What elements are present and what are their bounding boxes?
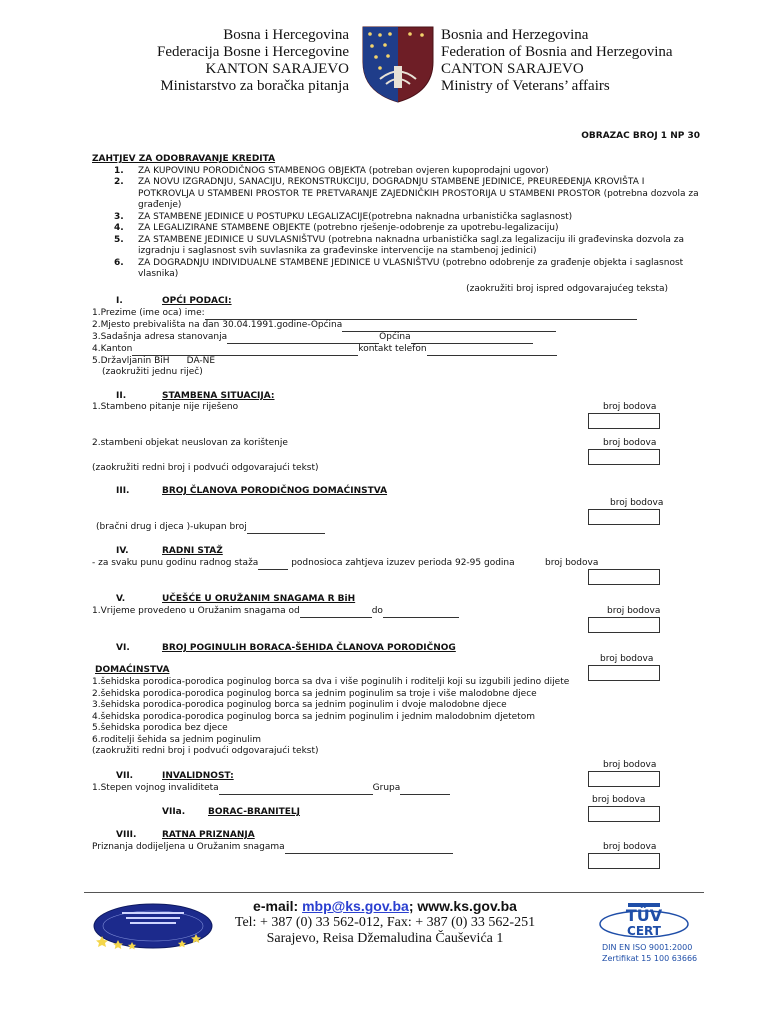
footer-email-link[interactable]: mbp@ks.gov.ba (302, 898, 409, 914)
section-4-title: RADNI STAŽ (162, 546, 223, 556)
housing-item-1[interactable]: 1.Stambeno pitanje nije riješeno (92, 402, 239, 412)
points-box[interactable] (588, 413, 660, 429)
purpose-num: 4. (114, 223, 124, 233)
points-label: broj bodova (603, 438, 657, 448)
group-label: Grupa (372, 783, 401, 793)
request-section (92, 154, 700, 281)
section-8-num: VIII. (116, 830, 137, 840)
section-7-num: VII. (116, 771, 134, 781)
header-left-line-3: KANTON SARAJEVO (205, 61, 349, 77)
region-award-logo-icon (92, 902, 214, 950)
tuv-cert-logo-icon (598, 902, 690, 938)
points-box[interactable] (588, 665, 660, 681)
work-years-field (92, 558, 515, 570)
field-residence-label: 2.Mjesto prebivališta na dan 30.04.1991.godine-Općina (92, 320, 343, 330)
purpose-item (92, 223, 700, 235)
fallen-list (92, 677, 592, 758)
purpose-text: ZA DOGRADNJU INDIVIDUALNE STAMBENE JEDINICE U VLASNIŠTVU (potrebno odobrenje za građenje objekta i saglasnost vlasnika) (138, 257, 684, 279)
footer-divider (84, 892, 704, 893)
honors-input[interactable] (285, 853, 453, 854)
fallen-item[interactable]: 5.šehidska porodica bez djece (92, 723, 228, 733)
footer-web[interactable]: ; www.ks.gov.ba (408, 898, 517, 914)
purpose-note: (zaokružiti broj ispred odgovarajućeg teksta) (466, 284, 668, 294)
points-box[interactable] (588, 771, 660, 787)
family-members-input[interactable] (247, 533, 325, 534)
points-box[interactable] (588, 509, 660, 525)
section-2-title: STAMBENA SITUACIJA: (162, 391, 275, 401)
disability-label: 1.Stepen vojnog invaliditeta (92, 783, 219, 793)
purpose-num: 5. (114, 234, 124, 245)
points-label: broj bodova (603, 402, 657, 412)
disability-field (92, 783, 450, 795)
purpose-text: ZA NOVU IZGRADNJU, SANACIJU, REKONSTRUKCIJU, DOGRADNJU STAMBENE JEDINICE, PREUREĐENJA KROVIŠTA I POTKROVLJA U STAMBENI PROSTOR TE PRETVARANJE ZAJEDNIČKIH PROSTORIJA U STAMBENI PROSTOR (potrebna dozvola za građenje) (138, 177, 699, 210)
section-5-title: UČEŠĆE U ORUŽANIM SNAGAMA R BiH (162, 594, 356, 604)
fallen-item[interactable]: 2.šehidska porodica-porodica poginulog borca sa jednim poginulim sa troje i više malodobne djece (92, 688, 537, 699)
section-8-title: RATNA PRIZNANJA (162, 830, 255, 840)
section-4-num: IV. (116, 546, 129, 556)
cert-number: Zertifikat 15 100 63666 (602, 954, 698, 963)
points-label: broj bodova (592, 795, 646, 805)
section-6-title: BROJ POGINULIH BORACA-ŠEHIDA ČLANOVA PORODIČNOG (162, 643, 456, 653)
purpose-num: 6. (114, 257, 124, 268)
points-label: broj bodova (610, 498, 664, 508)
army-to-input[interactable] (383, 617, 459, 618)
points-box[interactable] (588, 617, 660, 633)
header-left-line-1: Bosna i Hercegovina (223, 27, 349, 43)
purpose-text: ZA STAMBENE JEDINICE U POSTUPKU LEGALIZACIJE(potrebna naknadna urbanistička saglasnost) (138, 211, 573, 222)
honors-field (92, 842, 453, 854)
cert-text (602, 942, 697, 964)
army-time-label: 1.Vrijeme provedeno u Oružanim snagama od (92, 606, 300, 616)
fallen-item[interactable]: 4.šehidska porodica-porodica poginulog borca sa jednim poginulim i jednim malodobnim djetetom (92, 711, 535, 722)
section-3-title: BROJ ČLANOVA PORODIČNOG DOMAĆINSTVA (162, 486, 388, 496)
points-label: broj bodova (603, 760, 657, 770)
field-address-label: 3.Sadašnja adresa stanovanja (92, 332, 228, 342)
field-citizenship[interactable]: 5.Državljanin BiH DA-NE (92, 356, 216, 366)
army-time-field (92, 606, 459, 618)
field-municipality-label: Općina (379, 332, 411, 342)
header-right-line-3: CANTON SARAJEVO (441, 61, 584, 77)
header-right-line-2: Federation of Bosnia and Herzegovina (441, 44, 673, 60)
family-members-label: (bračni drug i djeca )-ukupan broj (96, 522, 247, 532)
field-phone-label: kontakt telefon (358, 344, 427, 354)
request-title: ZAHTJEV ZA ODOBRAVANJE KREDITA (92, 154, 276, 164)
header-right-line-1: Bosnia and Herzegovina (441, 27, 589, 43)
section-3-num: III. (116, 486, 130, 496)
points-box[interactable] (588, 449, 660, 465)
purpose-text: ZA KUPOVINU PORODIČNOG STAMBENOG OBJEKTA (potreban ovjeren kupoprodajni ugovor) (138, 165, 549, 176)
group-input[interactable] (400, 794, 450, 795)
section-1-title: OPĆI PODACI: (162, 296, 232, 306)
family-members-field (96, 522, 325, 534)
section-7a-title: BORAC-BRANITELJ (208, 807, 300, 817)
section-7-title: INVALIDNOST: (162, 771, 234, 781)
field-residence (92, 320, 556, 332)
work-years-label: - za svaku punu godinu radnog staža (92, 558, 259, 568)
tuv-badge-text-2: CERT (627, 924, 661, 938)
purpose-text: ZA STAMBENE JEDINICE U SUVLASNIŠTVU (potrebna naknadna urbanistička sagl.za legalizaciju ili građevinska dozvola za izgradnju i saglasnost svih suvlasnika za građevinske intervencije na stambenoj jedinici) (138, 234, 685, 256)
purpose-item (92, 258, 700, 281)
field-canton-label: 4.Kanton (92, 344, 133, 354)
footer-phone: Tel: + 387 (0) 33 562-012, Fax: + 387 (0) 33 562-251 (234, 915, 536, 930)
army-to-label: do (371, 606, 383, 616)
section-5-num: V. (116, 594, 126, 604)
purpose-num: 1. (114, 165, 124, 176)
points-label: broj bodova (603, 842, 657, 852)
work-years-input[interactable] (258, 569, 288, 570)
purpose-item (92, 177, 700, 212)
purpose-item (92, 166, 700, 178)
points-box[interactable] (588, 853, 660, 869)
field-name (92, 308, 637, 320)
tuv-badge-text-1: TÜV (625, 906, 663, 925)
purpose-item (92, 235, 700, 258)
footer-email-line (200, 898, 570, 914)
field-phone-input[interactable] (427, 355, 557, 356)
honors-label: Priznanja dodijeljena u Oružanim snagama (92, 842, 285, 852)
housing-item-2[interactable]: 2.stambeni objekat neuslovan za korištenje (92, 438, 288, 448)
fallen-item[interactable]: 3.šehidska porodica-porodica poginulog borca sa jednim poginulim i dvoje malodobne djece (92, 700, 507, 710)
work-years-label-2: podnosioca zahtjeva izuzev perioda 92-95 godina (291, 558, 515, 568)
cert-standard: DIN EN ISO 9001:2000 (602, 943, 693, 952)
form-code: OBRAZAC BROJ 1 NP 30 (581, 131, 700, 141)
purpose-list (92, 166, 700, 281)
section-1-num: I. (116, 296, 123, 306)
points-label: broj bodova (545, 558, 599, 568)
section-7a-num: VIIa. (162, 807, 186, 817)
disability-input[interactable] (219, 794, 373, 795)
section-6-num: VI. (116, 643, 130, 653)
coat-of-arms-icon (360, 24, 436, 104)
purpose-item (92, 212, 700, 224)
field-citizenship-note: (zaokružiti jednu riječ) (102, 367, 203, 377)
section-2-num: II. (116, 391, 127, 401)
fallen-item[interactable]: 6.roditelji šehida sa jednim poginulim (92, 734, 262, 745)
fallen-note: (zaokružiti redni broj i podvući odgovarajući tekst) (92, 746, 319, 756)
points-label: broj bodova (607, 606, 661, 616)
footer-address: Sarajevo, Reisa Džemaludina Čauševića 1 (266, 931, 504, 946)
purpose-num: 2. (114, 177, 124, 187)
field-name-label: 1.Prezime (ime oca) ime: (92, 308, 205, 318)
purpose-text: ZA LEGALIZIRANE STAMBENE OBJEKTE (potrebno rješenje-odobrenje za upotrebu-legalizaciju) (138, 223, 559, 233)
section-6-title-2: DOMAĆINSTVA (95, 665, 170, 675)
field-canton (92, 344, 557, 356)
points-box[interactable] (588, 569, 660, 585)
points-box[interactable] (588, 806, 660, 822)
army-from-input[interactable] (300, 617, 372, 618)
points-label: broj bodova (600, 654, 654, 664)
footer-email-label: e-mail: (253, 898, 303, 914)
field-address (92, 332, 533, 344)
purpose-num: 3. (114, 211, 124, 222)
header-right-line-4: Ministry of Veterans’ affairs (441, 78, 610, 94)
header-right (441, 27, 673, 95)
header-left-line-2: Federacija Bosne i Hercegovine (156, 44, 349, 60)
header-left-line-4: Ministarstvo za boračka pitanja (160, 78, 349, 94)
header-left (157, 27, 349, 95)
fallen-item[interactable]: 1.šehidska porodica-porodica poginulog borca sa dva i više poginulih i roditelji koji su izgubili jedino dijete (92, 677, 570, 687)
housing-note: (zaokružiti redni broj i podvući odgovarajući tekst) (92, 463, 319, 473)
